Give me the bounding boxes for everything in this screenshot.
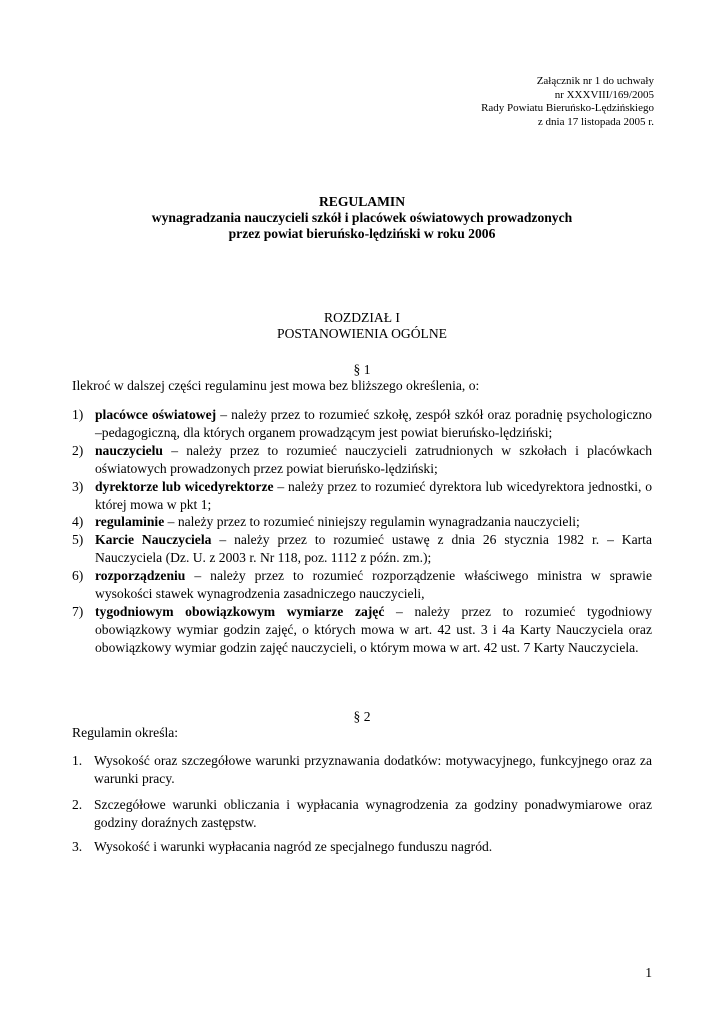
definition-term: tygodniowym obowiązkowym wymiarze zajęć <box>95 603 385 619</box>
definition-term: Karcie Nauczyciela <box>95 532 212 548</box>
scope-text: Wysokość oraz szczegółowe warunki przyznawania dodatków: motywacyjnego, funkcyjnego oraz za warunki pracy. <box>94 753 652 786</box>
definition-text: – należy przez to rozumieć szkołę, zespół szkół oraz poradnię psychologiczno –pedagogiczną, dla których organem prowadzącym jest powiat bieruńsko-lędziński; <box>95 407 652 440</box>
definition-text: – należy przez to rozumieć ustawę z dnia 26 stycznia 1982 r. – Karta Nauczyciela (Dz. U. z 2003 r. Nr 118, poz. 1112 z późn. zm.); <box>95 532 652 566</box>
item-number: 3) <box>72 478 84 494</box>
definition-item <box>72 531 652 567</box>
annex-line-2: nr XXXVIII/169/2005 <box>554 88 654 101</box>
section-2-intro: Regulamin określa: <box>72 725 179 740</box>
definition-term: nauczycielu <box>95 442 163 458</box>
item-number: 6) <box>72 568 84 584</box>
item-number: 1. <box>72 753 83 768</box>
page-number: 1 <box>645 965 652 980</box>
document-title <box>72 194 652 242</box>
definition-item <box>72 478 652 514</box>
chapter-number: ROZDZIAŁ I <box>324 310 400 325</box>
item-number: 3. <box>72 839 83 854</box>
item-number: 1) <box>72 407 84 422</box>
title-line-2: wynagradzania nauczycieli szkół i placówek oświatowych prowadzonych <box>151 210 573 225</box>
annex-header <box>481 75 654 129</box>
section-1-sign: § 1 <box>353 362 371 377</box>
title-line-1: REGULAMIN <box>318 194 406 209</box>
definition-text: – należy przez to rozumieć dyrektora lub wicedyrektora jednostki, o której mowa w pkt 1; <box>95 478 652 512</box>
scope-item-2 <box>72 796 652 832</box>
chapter-name: POSTANOWIENIA OGÓLNE <box>277 326 447 341</box>
definition-item <box>72 513 652 531</box>
definition-text: – należy przez to rozumieć nauczycieli zatrudnionych w szkołach i placówkach oświatowych prowadzonych przez powiat bieruńsko-lędziński; <box>95 442 652 476</box>
definition-text: – należy przez to rozumieć rozporządzenie właściwego ministra w sprawie wysokości stawek wynagrodzenia zasadniczego nauczycieli, <box>95 568 652 602</box>
scope-text: Wysokość i warunki wypłacania nagród ze specjalnego funduszu nagród. <box>94 839 493 854</box>
definition-term: regulaminie <box>95 514 165 530</box>
annex-line-4: z dnia 17 listopada 2005 r. <box>537 115 654 128</box>
definition-item <box>72 442 652 478</box>
definition-term: placówce oświatowej <box>95 407 217 422</box>
item-number: 7) <box>72 603 84 619</box>
item-number: 2. <box>72 797 83 812</box>
annex-line-1: Załącznik nr 1 do uchwały <box>536 75 654 87</box>
chapter-heading <box>72 310 652 342</box>
definitions-list <box>72 406 652 657</box>
definition-text: – należy przez to rozumieć tygodniowy obowiązkowy wymiar godzin zajęć, o których mowa w art. 42 ust. 3 i 4a Karty Nauczyciela oraz obowiązkowy wymiar godzin zajęć nauczycieli, o którym mowa w art. 42 ust. 7 Karty Nauczyciela. <box>95 603 652 655</box>
scope-text: Szczegółowe warunki obliczania i wypłacania wynagrodzenia za godziny ponadwymiarowe oraz godziny doraźnych zastępstw. <box>94 797 652 830</box>
definition-item <box>72 603 652 657</box>
item-number: 5) <box>72 532 84 548</box>
section-2-sign: § 2 <box>353 709 371 724</box>
definition-text: – należy przez to rozumieć niniejszy regulamin wynagradzania nauczycieli; <box>164 514 580 530</box>
scope-item-3 <box>72 838 652 856</box>
title-line-3: przez powiat bieruńsko-lędziński w roku 2006 <box>228 226 496 241</box>
section-1-intro: Ilekroć w dalszej części regulaminu jest mowa bez bliższego określenia, o: <box>72 378 480 393</box>
item-number: 2) <box>72 442 84 458</box>
item-number: 4) <box>72 514 84 530</box>
definition-term: rozporządzeniu <box>95 568 186 584</box>
definition-term: dyrektorze lub wicedyrektorze <box>95 478 274 494</box>
definition-item <box>72 567 652 603</box>
annex-line-3: Rady Powiatu Bieruńsko-Lędzińskiego <box>481 102 654 114</box>
scope-item-1 <box>72 752 652 788</box>
definition-item <box>72 406 652 442</box>
